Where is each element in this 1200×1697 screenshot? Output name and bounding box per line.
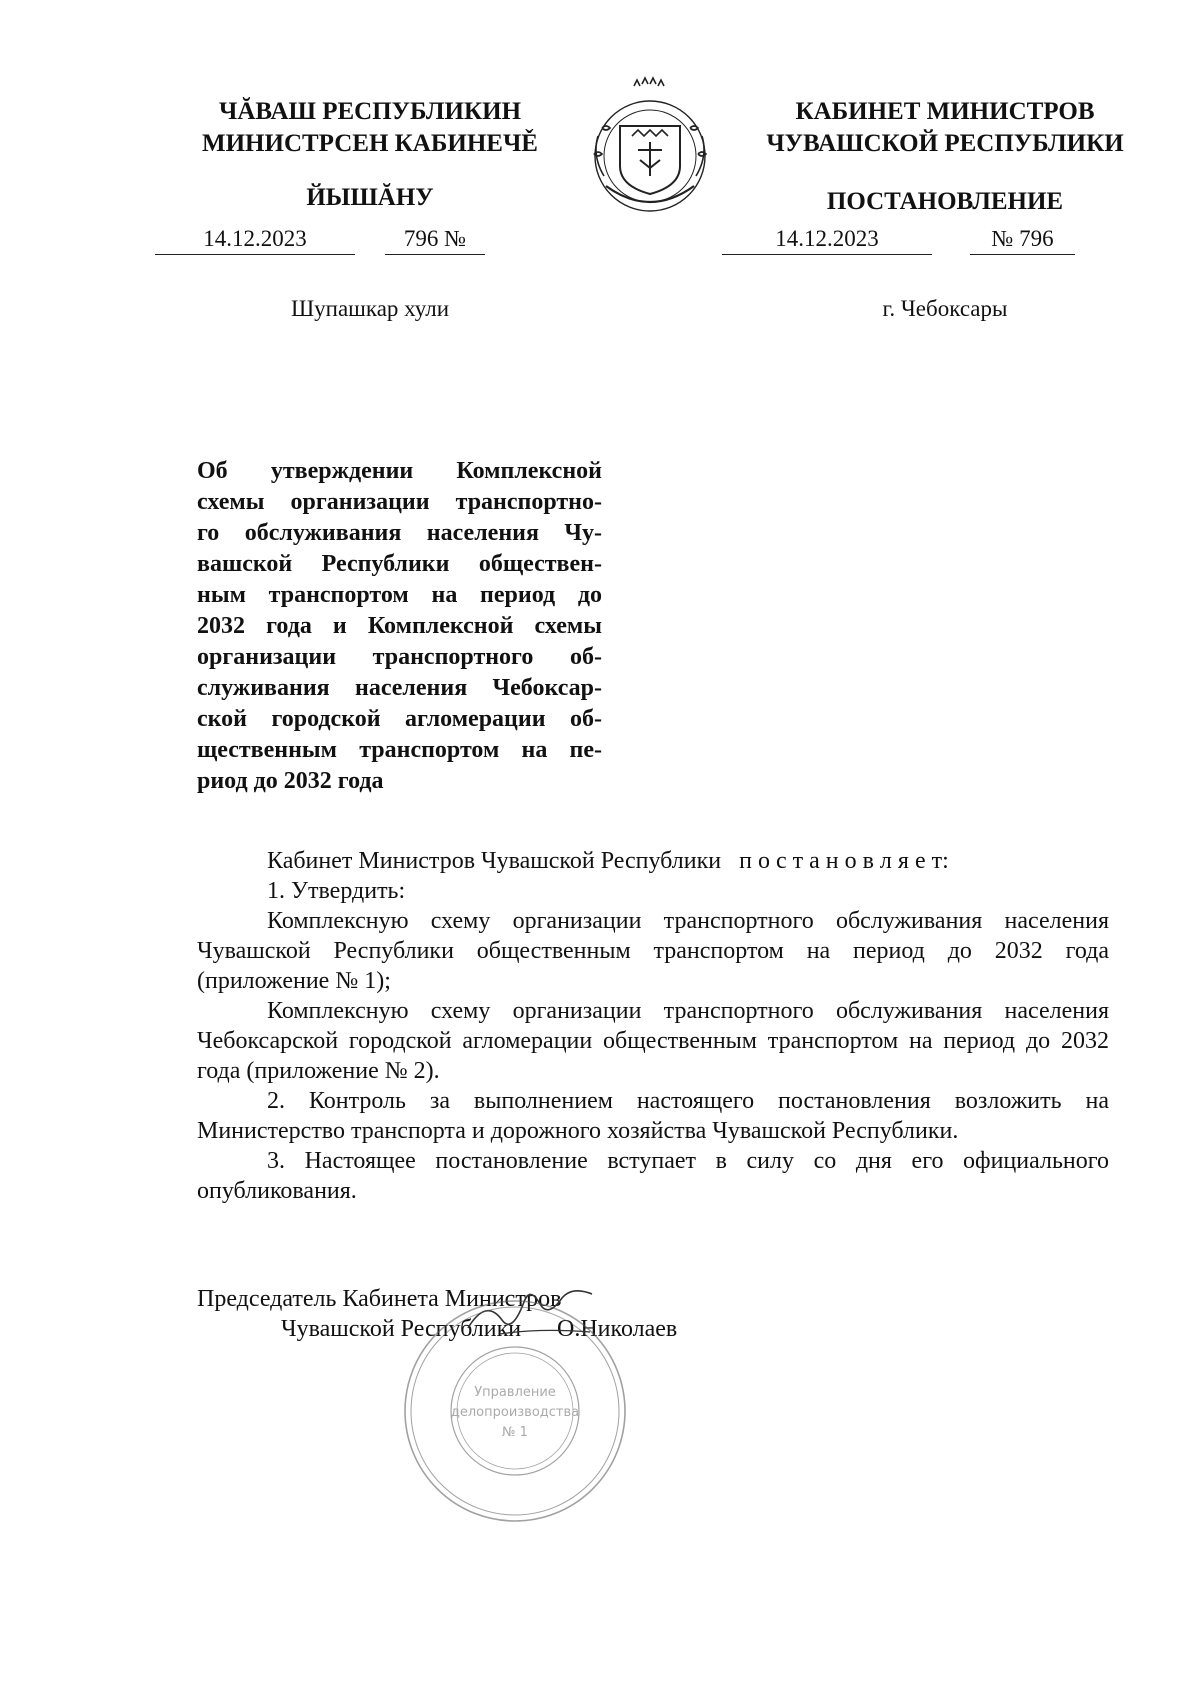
stamp-center-line1: Управление	[474, 1385, 556, 1400]
header-right-doc-type: ПОСТАНОВЛЕНИЕ	[826, 188, 1064, 215]
title-line: схемы организации транспортно-	[197, 489, 602, 515]
body-item1-b: Комплексную схему организации транспортного обслуживания населения Чебоксарской городской агломерации общественным транспортом на период до 2032 года (приложение № 2).	[197, 998, 1109, 1084]
body-intro-text: Кабинет Министров Чувашской Республики	[267, 848, 722, 874]
title-line: риод до 2032 года	[197, 768, 384, 794]
signature-title-line2: Чувашской Республики	[281, 1316, 522, 1342]
header-right-line2: ЧУВАШСКОЙ РЕСПУБЛИКИ	[766, 130, 1124, 157]
right-date: 14.12.2023	[722, 224, 932, 255]
header-right	[745, 96, 1145, 218]
body-intro	[197, 846, 1109, 876]
coat-of-arms-emblem	[580, 76, 720, 216]
title-line: 2032 года и Комплексной схемы	[197, 613, 602, 639]
right-city: г. Чебоксары	[882, 296, 1008, 321]
title-line: Об утверждении Комплексной	[197, 458, 602, 484]
stamp-center-line2: делопроизводства	[450, 1405, 580, 1420]
right-number: № 796	[970, 224, 1075, 255]
left-date: 14.12.2023	[155, 224, 355, 255]
stamp-center-line3: № 1	[502, 1425, 528, 1440]
title-line: ской городской агломерации об-	[197, 706, 602, 732]
header-left	[180, 96, 560, 214]
body-intro-verb: п о с т а н о в л я е т:	[739, 848, 949, 874]
left-number: 796 №	[385, 224, 485, 255]
title-line: ным транспортом на период до	[197, 582, 602, 608]
body-item2: 2. Контроль за выполнением настоящего постановления возложить на Министерство транспорта и дорожного хозяйства Чувашской Республики.	[197, 1088, 1109, 1144]
title-line: вашской Республики обществен-	[197, 551, 602, 577]
title-line: го обслуживания населения Чу-	[197, 520, 602, 546]
body-item1-a: Комплексную схему организации транспортного обслуживания населения Чувашской Республики общественным транспортом на период до 2032 года (приложение № 1);	[197, 908, 1109, 994]
header-right-line1: КАБИНЕТ МИНИСТРОВ	[795, 98, 1095, 125]
title-line: организации транспортного об-	[197, 644, 602, 670]
signature-name: О.Николаев	[557, 1316, 678, 1342]
body-item1: 1. Утвердить:	[267, 878, 406, 904]
body-item3: 3. Настоящее постановление вступает в силу со дня его официального опубликования.	[197, 1148, 1109, 1204]
header-left-doc-type: ЙЫШĂНУ	[306, 184, 434, 211]
header-left-line2: МИНИСТРСЕН КАБИНЕЧĚ	[202, 130, 538, 157]
signature-title-line1: Председатель Кабинета Министров	[197, 1286, 562, 1312]
document-title	[197, 456, 602, 797]
title-line: щественным транспортом на пе-	[197, 737, 602, 763]
header-left-line1: ЧĂВАШ РЕСПУБЛИКИН	[218, 98, 522, 125]
official-stamp	[400, 1296, 630, 1526]
left-city: Шупашкар хули	[290, 296, 450, 321]
document-body	[197, 846, 1109, 1206]
title-line: служивания населения Чебоксар-	[197, 675, 602, 701]
